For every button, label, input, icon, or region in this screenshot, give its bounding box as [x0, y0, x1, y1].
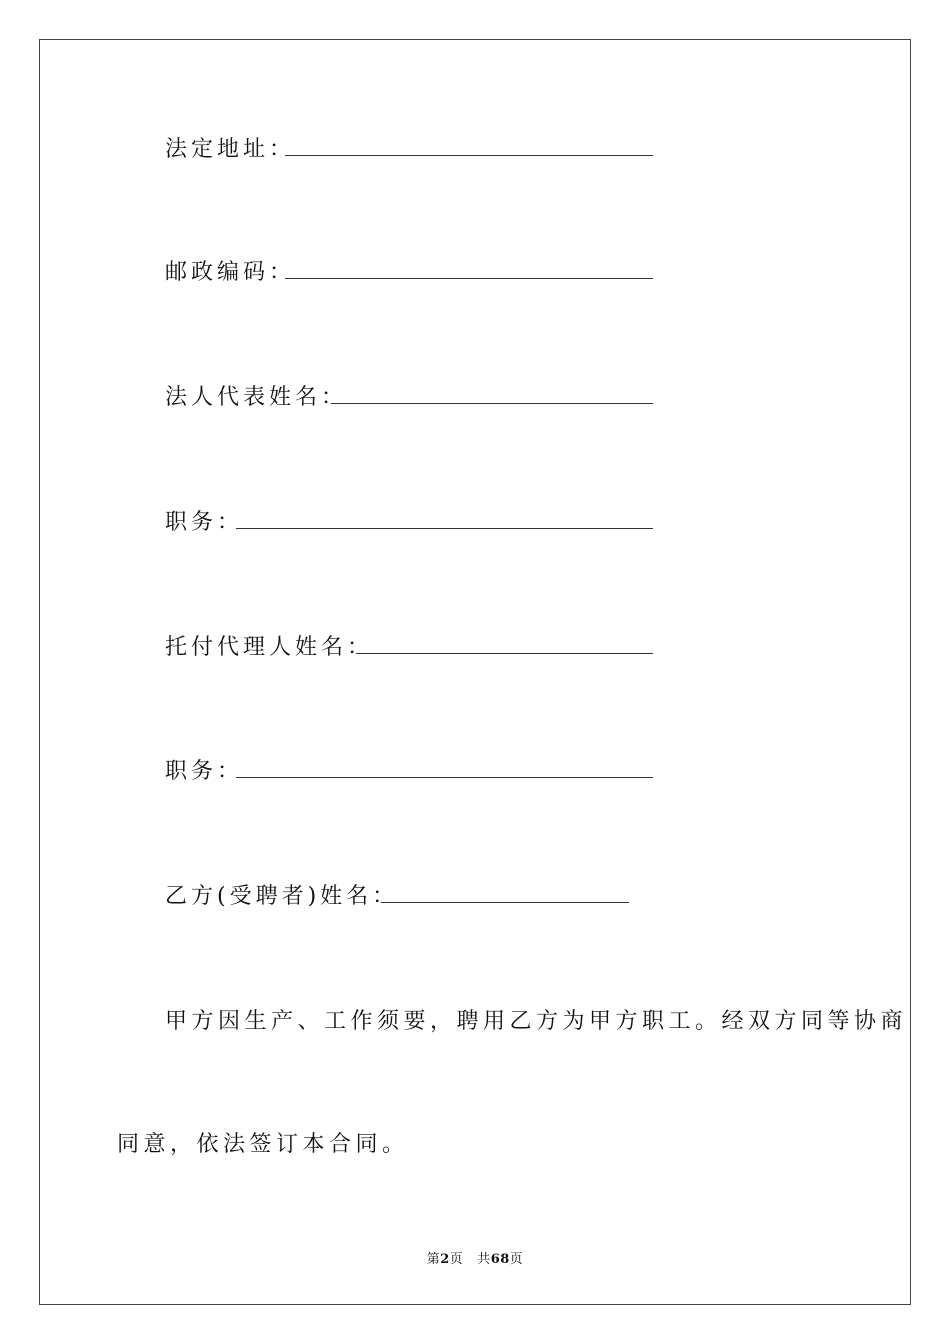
field-label-position-2: 职务： [165, 759, 244, 784]
field-label-agent-name: 托付代理人姓名： [165, 635, 374, 660]
footer-page-number: 2 [440, 1252, 450, 1267]
field-line-legal-address[interactable] [285, 155, 653, 156]
field-label-postal-code: 邮政编码： [165, 260, 296, 285]
field-line-position-2[interactable] [236, 777, 653, 778]
field-postal-code [165, 258, 295, 288]
footer-total-number: 68 [490, 1252, 510, 1267]
footer-page-suffix: 页 [449, 1252, 464, 1267]
page-border [39, 39, 911, 1305]
page-footer [0, 1248, 950, 1267]
field-agent-name [165, 633, 373, 663]
field-line-position-1[interactable] [236, 528, 653, 529]
field-line-agent-name[interactable] [356, 653, 653, 654]
field-label-legal-rep-name: 法人代表姓名： [165, 385, 348, 410]
field-position-2 [165, 757, 243, 787]
paragraph-line-1: 甲方因生产、工作须要，聘用乙方为甲方职工。经双方同等协商 [165, 1009, 908, 1034]
footer-total-suffix: 页 [509, 1252, 524, 1267]
field-label-party-b-name: 乙方(受聘者)姓名： [165, 884, 399, 909]
field-line-legal-rep-name[interactable] [331, 403, 653, 404]
field-legal-rep-name [165, 383, 347, 413]
field-line-postal-code[interactable] [285, 278, 653, 279]
field-legal-address [165, 135, 295, 165]
field-position-1 [165, 508, 243, 538]
footer-page-prefix: 第 [426, 1252, 441, 1267]
footer-total-prefix: 共 [477, 1252, 491, 1267]
field-label-position-1: 职务： [165, 510, 244, 535]
field-party-b-name [165, 882, 398, 912]
field-line-party-b-name[interactable] [381, 902, 629, 903]
paragraph-line-2: 同意，依法签订本合同。 [117, 1132, 409, 1157]
field-label-legal-address: 法定地址： [165, 137, 296, 162]
